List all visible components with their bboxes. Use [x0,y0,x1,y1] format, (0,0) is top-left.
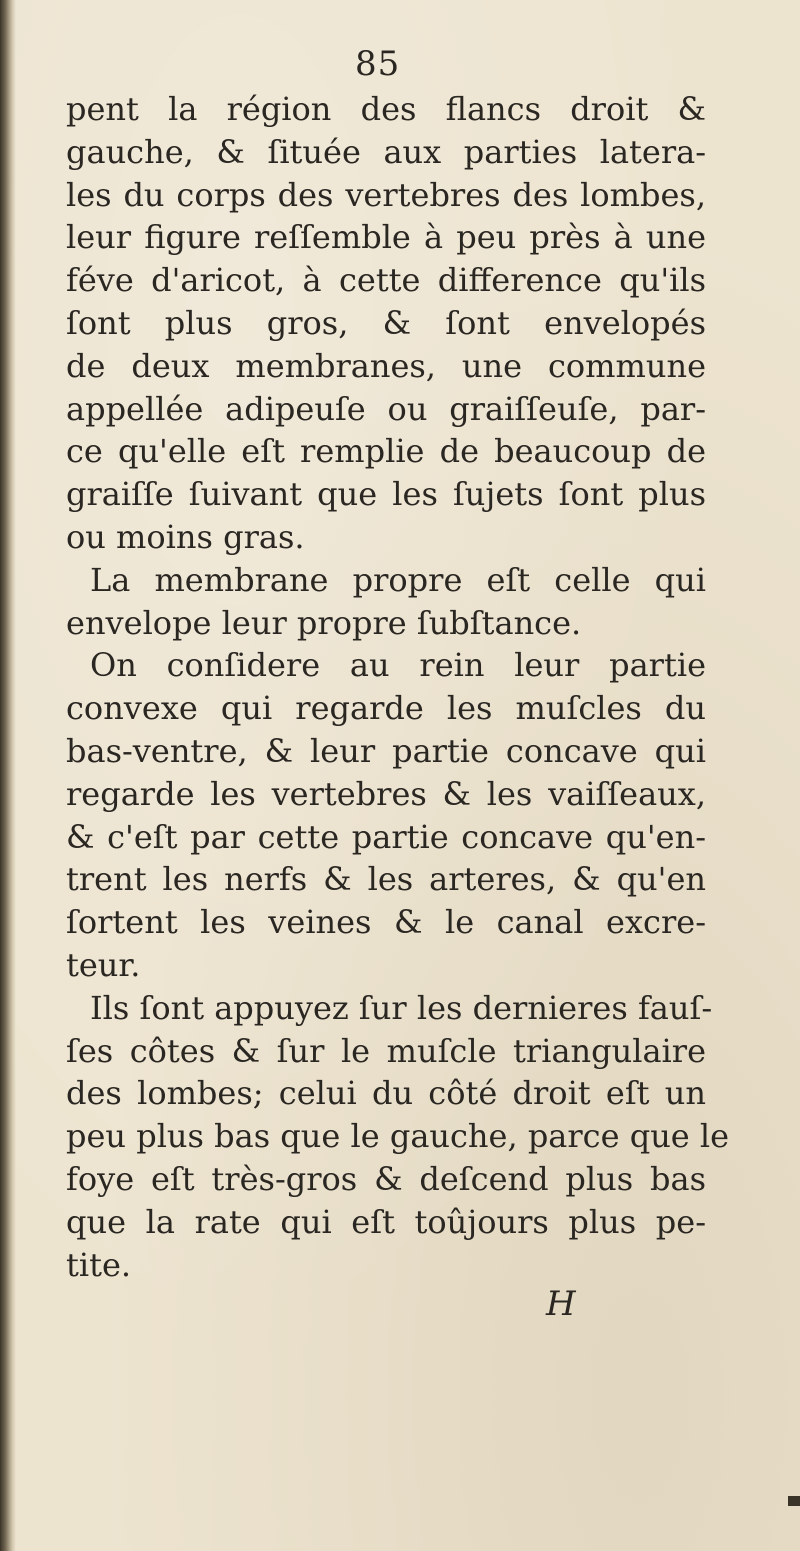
text-line: teur. [66,945,141,984]
text-line: peu plus bas que le gauche, parce que le [66,1117,730,1156]
text-line: On conſidere au rein leur partie [90,646,706,685]
text-line: ſont plus gros, & ſont envelopés [66,303,706,342]
text-line: gauche, & ſituée aux parties latera- [66,132,706,171]
text-line: & c'eſt par cette partie concave qu'en- [66,817,706,856]
text-line: ce qu'elle eſt remplie de beaucoup de [66,432,706,471]
text-line: féve d'aricot, à cette difference qu'ils [66,261,706,300]
text-line: bas-ventre, & leur partie concave qui [66,731,706,770]
text-line: appellée adipeuſe ou graiſſeuſe, par- [66,389,706,428]
text-line: graiſſe ſuivant que les ſujets ſont plus [66,475,706,514]
text-line: La membrane propre eſt celle qui [90,560,706,599]
page-number: 85 [355,44,401,84]
text-line: leur figure reſſemble à peu près à une [66,218,706,257]
text-line: envelope leur propre ſubſtance. [66,603,582,642]
text-line: ſes côtes & ſur le muſcle triangulaire [66,1031,706,1070]
text-line: de deux membranes, une commune [66,346,706,385]
binding-edge [0,0,16,1551]
text-line: ou moins gras. [66,517,305,556]
text-line: foye eſt très-gros & deſcend plus bas [66,1159,706,1198]
text-line: que la rate qui eſt toûjours plus pe- [66,1202,706,1241]
body-text [66,88,730,1286]
text-line: des lombes; celui du côté droit eſt un [66,1074,706,1113]
text-line: Ils ſont appuyez ſur les dernieres fauſ- [90,988,713,1027]
text-line: regarde les vertebres & les vaiſſeaux, [66,774,706,813]
text-line: ſortent les veines & le canal excre- [66,903,706,942]
signature-mark: H [546,1284,576,1324]
text-line: convexe qui regarde les muſcles du [66,689,706,728]
text-line: les du corps des vertebres des lombes, [66,175,706,214]
text-line: tite. [66,1245,132,1284]
edge-mark [788,1496,800,1506]
text-line: pent la région des flancs droit & [66,90,706,128]
text-line: trent les nerfs & les arteres, & qu'en [66,860,706,899]
